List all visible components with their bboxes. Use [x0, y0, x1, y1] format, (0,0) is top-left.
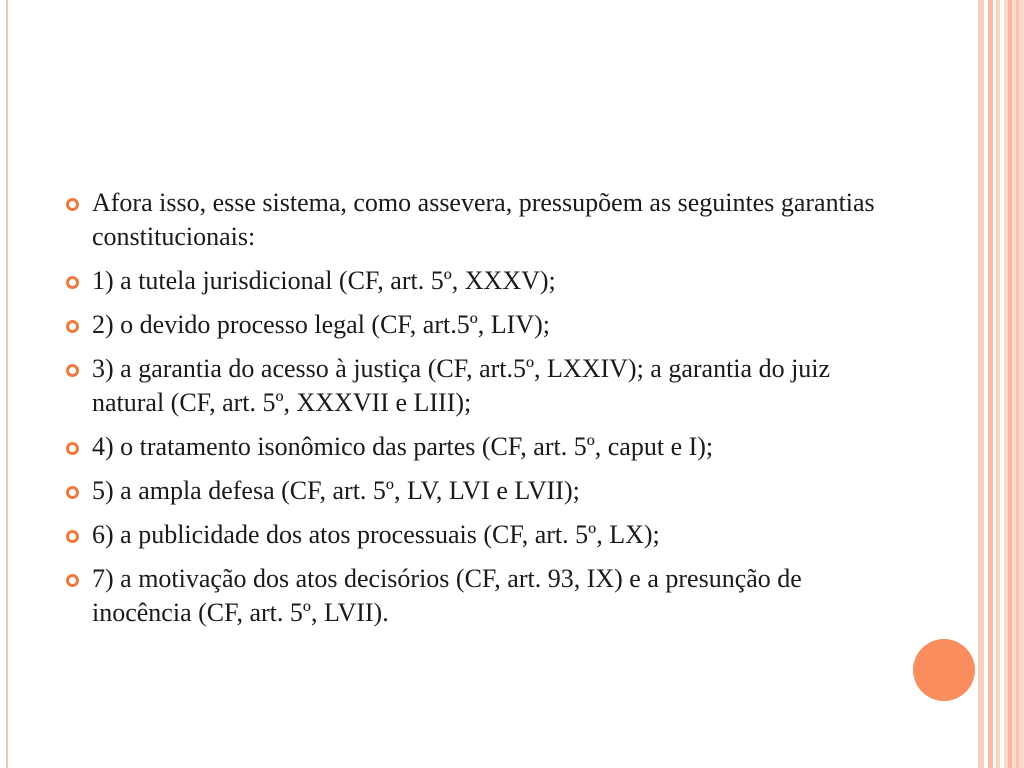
bullet-text: 3) a garantia do acesso à justiça (CF, art.5º, LXXIV); a garantia do juiz natural (CF, art. 5º, XXXVII e LIII);	[92, 354, 831, 417]
slide-content	[62, 186, 892, 640]
bullet-item	[62, 430, 892, 464]
bullet-item	[62, 264, 892, 298]
bullet-text: 5) a ampla defesa (CF, art. 5º, LV, LVI e LVII);	[92, 476, 580, 505]
right-stripe	[996, 0, 1000, 768]
bullet-list	[62, 186, 892, 630]
bullet-circle-icon	[66, 364, 79, 377]
right-stripe	[1008, 0, 1012, 768]
bullet-item	[62, 562, 892, 630]
bullet-circle-icon	[66, 574, 79, 587]
bullet-circle-icon	[66, 198, 79, 211]
right-stripe	[978, 0, 984, 768]
bullet-circle-icon	[66, 442, 79, 455]
left-border-line	[6, 0, 8, 768]
bullet-item	[62, 186, 892, 254]
right-stripe	[1016, 0, 1019, 768]
bullet-text: 6) a publicidade dos atos processuais (CF, art. 5º, LX);	[92, 520, 660, 549]
decorative-circle	[913, 639, 975, 701]
right-stripe	[1004, 0, 1024, 768]
bullet-item	[62, 474, 892, 508]
bullet-circle-icon	[66, 530, 79, 543]
bullet-text: 7) a motivação dos atos decisórios (CF, art. 93, IX) e a presunção de inocência (CF, art. 5º, LVII).	[92, 564, 802, 627]
bullet-circle-icon	[66, 486, 79, 499]
bullet-text: Afora isso, esse sistema, como assevera, pressupõem as seguintes garantias constitucionais:	[92, 188, 875, 251]
bullet-item	[62, 308, 892, 342]
bullet-text: 2) o devido processo legal (CF, art.5º, LIV);	[92, 310, 550, 339]
bullet-text: 1) a tutela jurisdicional (CF, art. 5º, XXXV);	[92, 266, 556, 295]
right-stripe	[988, 0, 993, 768]
bullet-circle-icon	[66, 320, 79, 333]
bullet-item	[62, 518, 892, 552]
bullet-text: 4) o tratamento isonômico das partes (CF, art. 5º, caput e I);	[92, 432, 714, 461]
bullet-circle-icon	[66, 276, 79, 289]
bullet-item	[62, 352, 892, 420]
